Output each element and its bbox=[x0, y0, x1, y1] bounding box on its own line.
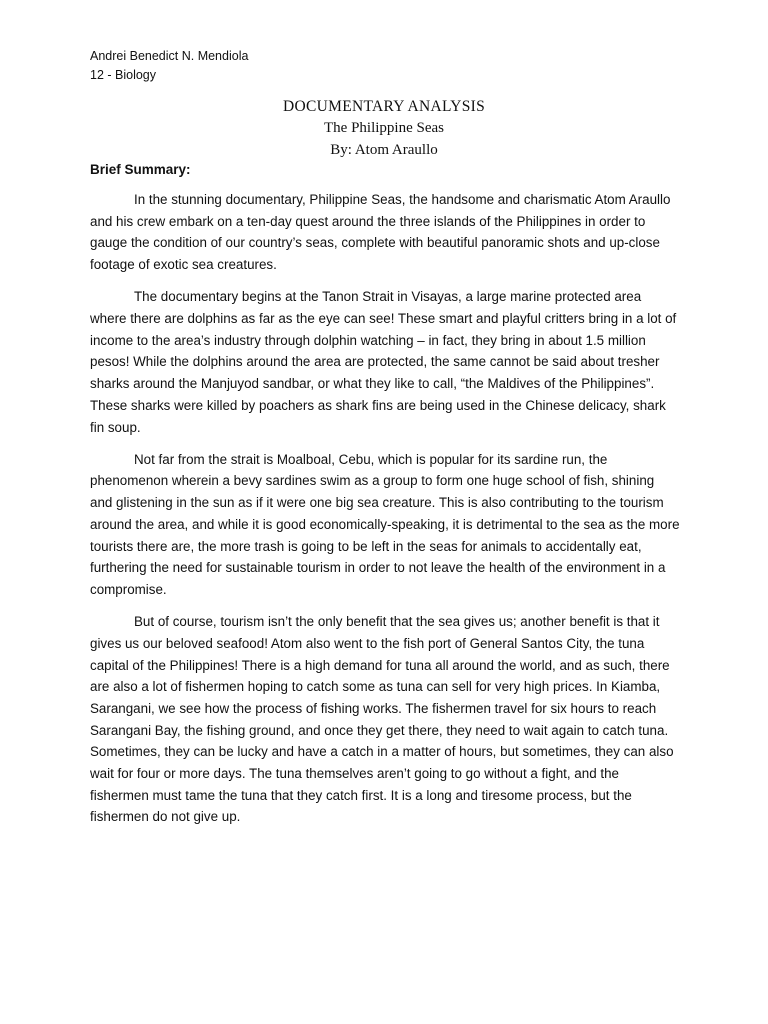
paragraph: But of course, tourism isn’t the only benefit that the sea gives us; another benefit is that it gives us our beloved seafood! Atom also went to the fish port of General Santos City, the tuna capital of the Philippines! There is a high demand for tuna all around the world, and as such, there are also a lot of fishermen hoping to catch some as tuna can sell for very high prices. In Kiamba, Sarangani, we see how the process of fishing works. The fishermen travel for six hours to reach Sarangani Bay, the fishing ground, and once they get there, they need to wait again to catch tuna. Sometimes, they can be lucky and have a catch in a matter of hours, but sometimes, they can also wait for four or more days. The tuna themselves aren’t going to go without a fight, and the fishermen must tame the tuna that they catch first. It is a long and tiresome process, but the fishermen do not give up. bbox=[90, 614, 674, 825]
section-heading: Brief Summary: bbox=[90, 162, 191, 177]
title-block bbox=[90, 97, 678, 161]
author-class: 12 - Biology bbox=[90, 68, 157, 82]
paragraph: In the stunning documentary, Philippine Seas, the handsome and charismatic Atom Araullo and his crew embark on a ten-day quest around the three islands of the Philippines in order to gauge the condition of our country’s seas, complete with beautiful panoramic shots and up-close footage of exotic sea creatures. bbox=[90, 192, 671, 273]
paragraph: The documentary begins at the Tanon Strait in Visayas, a large marine protected area where there are dolphins as far as the eye can see! These smart and playful critters bring in a lot of income to the area’s industry through dolphin watching – in fact, they bring in about 1.5 million pesos! While the dolphins around the area are protected, the same cannot be said about tresher sharks around the Manjuyod sandbar, or what they like to call, “the Maldives of the Philippines”. These sharks were killed by poachers as shark fins are being used in the Chinese delicacy, shark fin soup. bbox=[90, 289, 677, 435]
document-byline: By: Atom Araullo bbox=[330, 142, 438, 158]
document-title: DOCUMENTARY ANALYSIS bbox=[283, 98, 485, 115]
document-body bbox=[90, 189, 680, 839]
author-name: Andrei Benedict N. Mendiola bbox=[90, 49, 249, 63]
paragraph: Not far from the strait is Moalboal, Cebu, which is popular for its sardine run, the phenomenon wherein a bevy sardines swim as a group to form one huge school of fish, shining and glistening in the sun as if it were one big sea creature. This is also contributing to the tourism around the area, and while it is good economically-speaking, it is detrimental to the sea as the more tourists there are, the more trash is going to be left in the seas for animals to accidentally eat, furthering the need for sustainable tourism in order to not leave the health of the environment in a compromise. bbox=[90, 451, 680, 597]
document-subtitle: The Philippine Seas bbox=[324, 120, 444, 136]
author-block bbox=[90, 47, 248, 85]
